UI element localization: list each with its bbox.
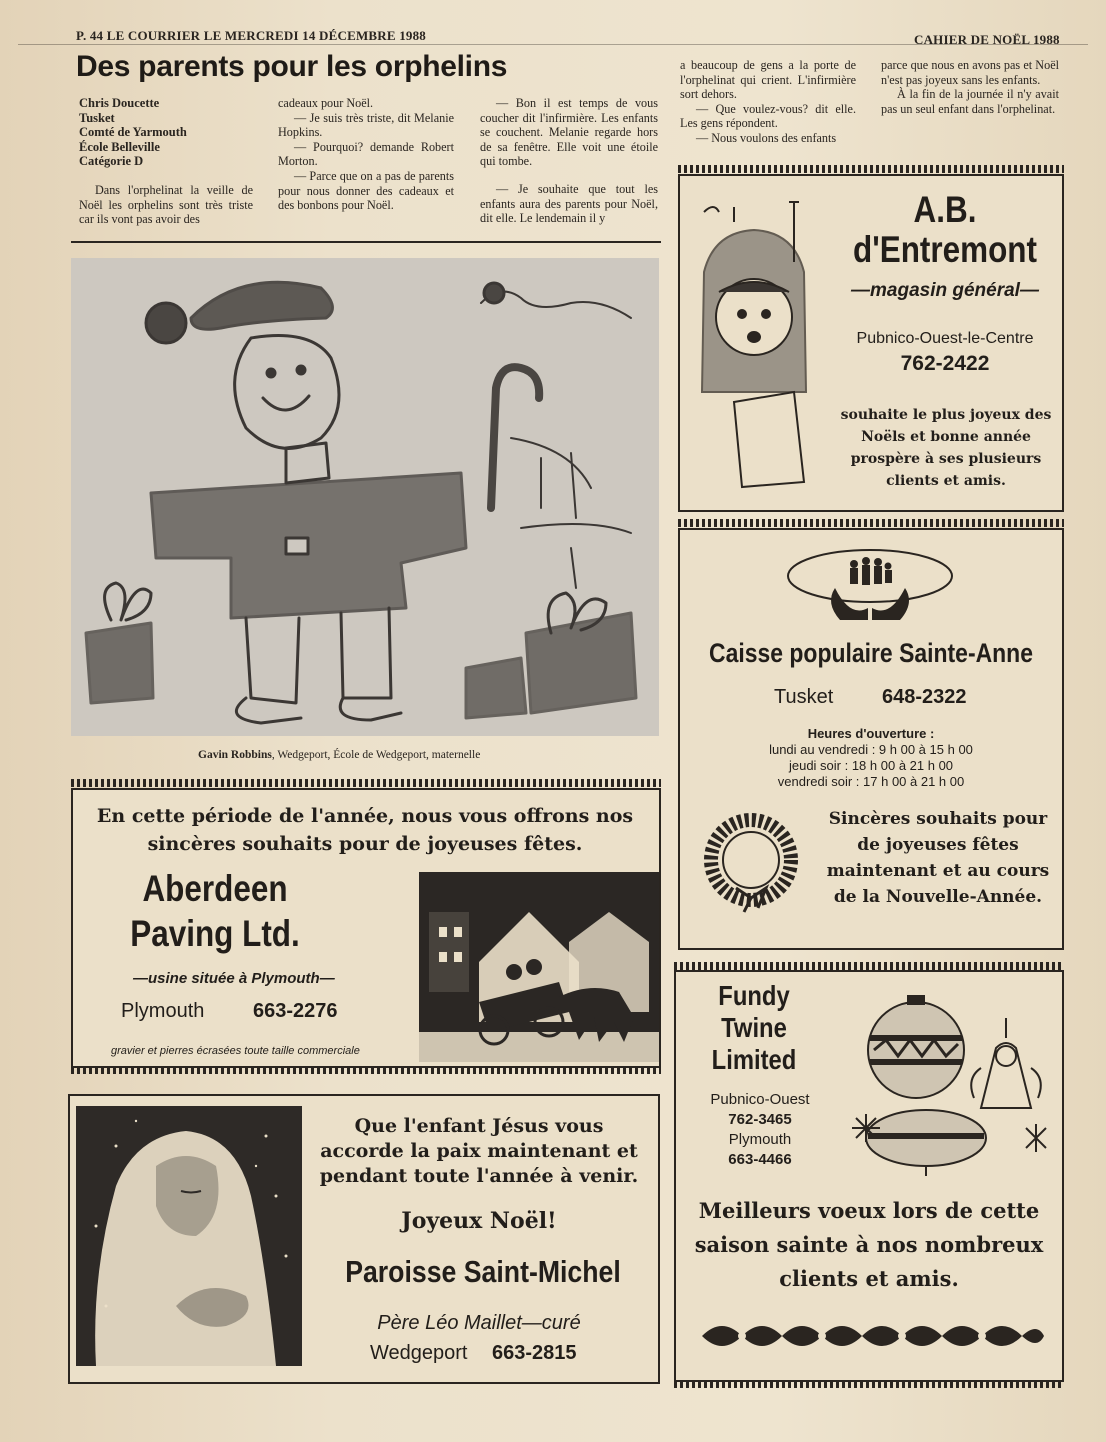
entremont-phone: 762-2422 bbox=[900, 352, 990, 375]
page-header-left: P. 44 LE COURRIER LE MERCREDI 14 DÉCEMBRE 1988 bbox=[76, 28, 427, 43]
byline-town: Tusket bbox=[79, 110, 115, 125]
article-paragraph: — Je souhaite que tout les enfants aura des parents pour Noël, dit elle. Le lendemain il y bbox=[480, 181, 658, 226]
saint-michel-place: Wedgeport bbox=[370, 1342, 468, 1364]
article-byline bbox=[79, 96, 253, 169]
entremont-wish: souhaite le plus joyeux des Noëls et bonne année prospère à ses plusieurs clients et amis. bbox=[840, 407, 1052, 489]
article-paragraph: À la fin de la journée il n'y avait pas un seul enfant dans l'orphelinat. bbox=[881, 87, 1059, 116]
caption-artist: Gavin Robbins bbox=[198, 749, 272, 761]
saint-michel-phone: 663-2815 bbox=[492, 1342, 577, 1364]
entremont-tagline: —magasin général— bbox=[851, 280, 1039, 301]
caption-details: , Wedgeport, École de Wedgeport, maternelle bbox=[271, 749, 481, 761]
aberdeen-name-line1: Aberdeen bbox=[142, 868, 288, 909]
crayon-santa-illustration bbox=[71, 258, 659, 736]
child-crayon-drawing bbox=[71, 258, 659, 736]
paroisse-saint-michel-ad bbox=[68, 1094, 660, 1384]
caisse-hours-title: Heures d'ouverture : bbox=[807, 726, 935, 741]
section-rule bbox=[71, 241, 661, 243]
caroler-girl-illustration bbox=[694, 192, 814, 492]
christmas-wreath-illustration bbox=[696, 808, 806, 918]
fundy-phone: 663-4466 bbox=[728, 1151, 792, 1168]
ad-border-ornament bbox=[678, 519, 1064, 527]
article-paragraph: — Parce que on a pas de parents pour nous donner des cadeaux et des bonbons pour Noël. bbox=[278, 168, 454, 213]
byline-category: Catégorie D bbox=[79, 154, 144, 169]
holly-border-ornament bbox=[692, 1316, 1046, 1356]
fundy-name-line: Limited bbox=[711, 1044, 797, 1075]
caisse-hours-line: jeudi soir : 18 h 00 à 21 h 00 bbox=[788, 758, 954, 773]
article-column-4 bbox=[680, 58, 856, 146]
fundy-phone: 762-3465 bbox=[728, 1111, 792, 1128]
caisse-populaire-ad bbox=[678, 528, 1064, 950]
article-paragraph: a beaucoup de gens a la porte de l'orphelinat qui crient. L'infirmière sort dehors. bbox=[680, 58, 856, 102]
page-header-right: CAHIER DE NOËL 1988 bbox=[914, 32, 1060, 47]
header-rule bbox=[18, 44, 1088, 45]
article-column-3 bbox=[480, 96, 658, 239]
fundy-name-line: Twine bbox=[721, 1012, 787, 1043]
caisse-place: Tusket bbox=[774, 686, 834, 708]
article-headline: Des parents pour les orphelins bbox=[76, 50, 508, 83]
fundy-contact bbox=[694, 1090, 826, 1170]
byline-county: Comté de Yarmouth bbox=[79, 125, 187, 140]
saint-michel-wish: Que l'enfant Jésus vous accorde la paix maintenant et pendant toute l'année à venir. bbox=[319, 1115, 639, 1187]
caisse-name: Caisse populaire Sainte-Anne bbox=[709, 638, 1033, 668]
article-paragraph: — Pourquoi? demande Robert Morton. bbox=[278, 139, 454, 169]
saint-michel-joyeux-noel: Joyeux Noël! bbox=[401, 1208, 557, 1234]
ad-border-ornament bbox=[674, 1380, 1064, 1388]
madonna-and-child-illustration bbox=[76, 1106, 302, 1366]
aberdeen-place: Plymouth bbox=[121, 1000, 205, 1022]
entremont-name bbox=[847, 190, 1043, 270]
article-paragraph: — Bon il est temps de vous coucher dit l'infirmière. Les enfants se couchent. Melanie regarde hors de sa fenêtre. Elle voit une étoile qui tombe. bbox=[480, 96, 658, 169]
article-paragraph: — Je suis très triste, dit Melanie Hopkins. bbox=[278, 110, 454, 140]
stagecoach-illustration bbox=[419, 872, 659, 1062]
aberdeen-tagline: —usine située à Plymouth— bbox=[133, 970, 335, 987]
fundy-place: Pubnico-Ouest bbox=[710, 1091, 810, 1108]
byline-author: Chris Doucette bbox=[79, 96, 160, 110]
fundy-twine-ad bbox=[674, 970, 1064, 1382]
caisse-hours-line: lundi au vendredi : 9 h 00 à 15 h 00 bbox=[769, 742, 973, 757]
article-column-5 bbox=[881, 58, 1059, 116]
article-column-2 bbox=[278, 96, 454, 213]
saint-michel-cure: Père Léo Maillet—curé bbox=[377, 1312, 581, 1334]
aberdeen-company-name bbox=[113, 866, 317, 956]
entremont-name-line1: A.B. bbox=[913, 189, 977, 230]
fundy-place: Plymouth bbox=[728, 1131, 792, 1148]
ad-border-ornament bbox=[71, 1066, 661, 1074]
ab-dentremont-ad bbox=[678, 174, 1064, 512]
fundy-wish: Meilleurs voeux lors de cette saison sainte à nos nombreux clients et amis. bbox=[694, 1198, 1044, 1291]
caisse-hours bbox=[680, 742, 1062, 790]
article-paragraph: cadeaux pour Noël. bbox=[278, 96, 374, 110]
aberdeen-greeting: En cette période de l'année, nous vous offrons nos sincères souhaits pour de joyeuses fêtes. bbox=[96, 805, 634, 855]
ad-border-ornament bbox=[674, 962, 1064, 970]
drawing-caption bbox=[198, 749, 480, 761]
article-paragraph: parce que nous en avons pas et Noël n'est pas joyeux sans les enfants. bbox=[881, 58, 1059, 87]
article-paragraph: — Que voulez-vous? dit elle. Les gens répondent. bbox=[680, 101, 856, 131]
caisse-phone: 648-2322 bbox=[882, 686, 967, 708]
aberdeen-note: gravier et pierres écrasées toute taille commerciale bbox=[111, 1045, 360, 1057]
entremont-place: Pubnico-Ouest-le-Centre bbox=[856, 330, 1034, 347]
caisse-logo bbox=[780, 548, 960, 628]
fundy-company-name bbox=[703, 980, 805, 1076]
caisse-wish: Sincères souhaits pour de joyeuses fêtes maintenant et au cours de la Nouvelle-Année. bbox=[826, 809, 1050, 907]
fundy-name-line: Fundy bbox=[718, 980, 790, 1011]
aberdeen-phone: 663-2276 bbox=[253, 1000, 338, 1022]
aberdeen-paving-ad bbox=[71, 788, 661, 1068]
article-column-1 bbox=[79, 96, 253, 240]
byline-school: École Belleville bbox=[79, 139, 160, 154]
ad-border-ornament bbox=[71, 779, 661, 787]
saint-michel-parish-name: Paroisse Saint-Michel bbox=[345, 1254, 621, 1289]
aberdeen-name-line2: Paving Ltd. bbox=[130, 913, 300, 954]
article-paragraph: Dans l'orphelinat la veille de Noël les orphelins sont très triste car ils vont pas avoir des bbox=[79, 182, 253, 227]
entremont-name-line2: d'Entremont bbox=[853, 229, 1037, 270]
ad-border-ornament bbox=[678, 165, 1064, 173]
caisse-hours-line: vendredi soir : 17 h 00 à 21 h 00 bbox=[777, 774, 965, 789]
ornaments-and-angel-illustration bbox=[846, 978, 1056, 1178]
article-paragraph: — Nous voulons des enfants bbox=[696, 130, 837, 145]
